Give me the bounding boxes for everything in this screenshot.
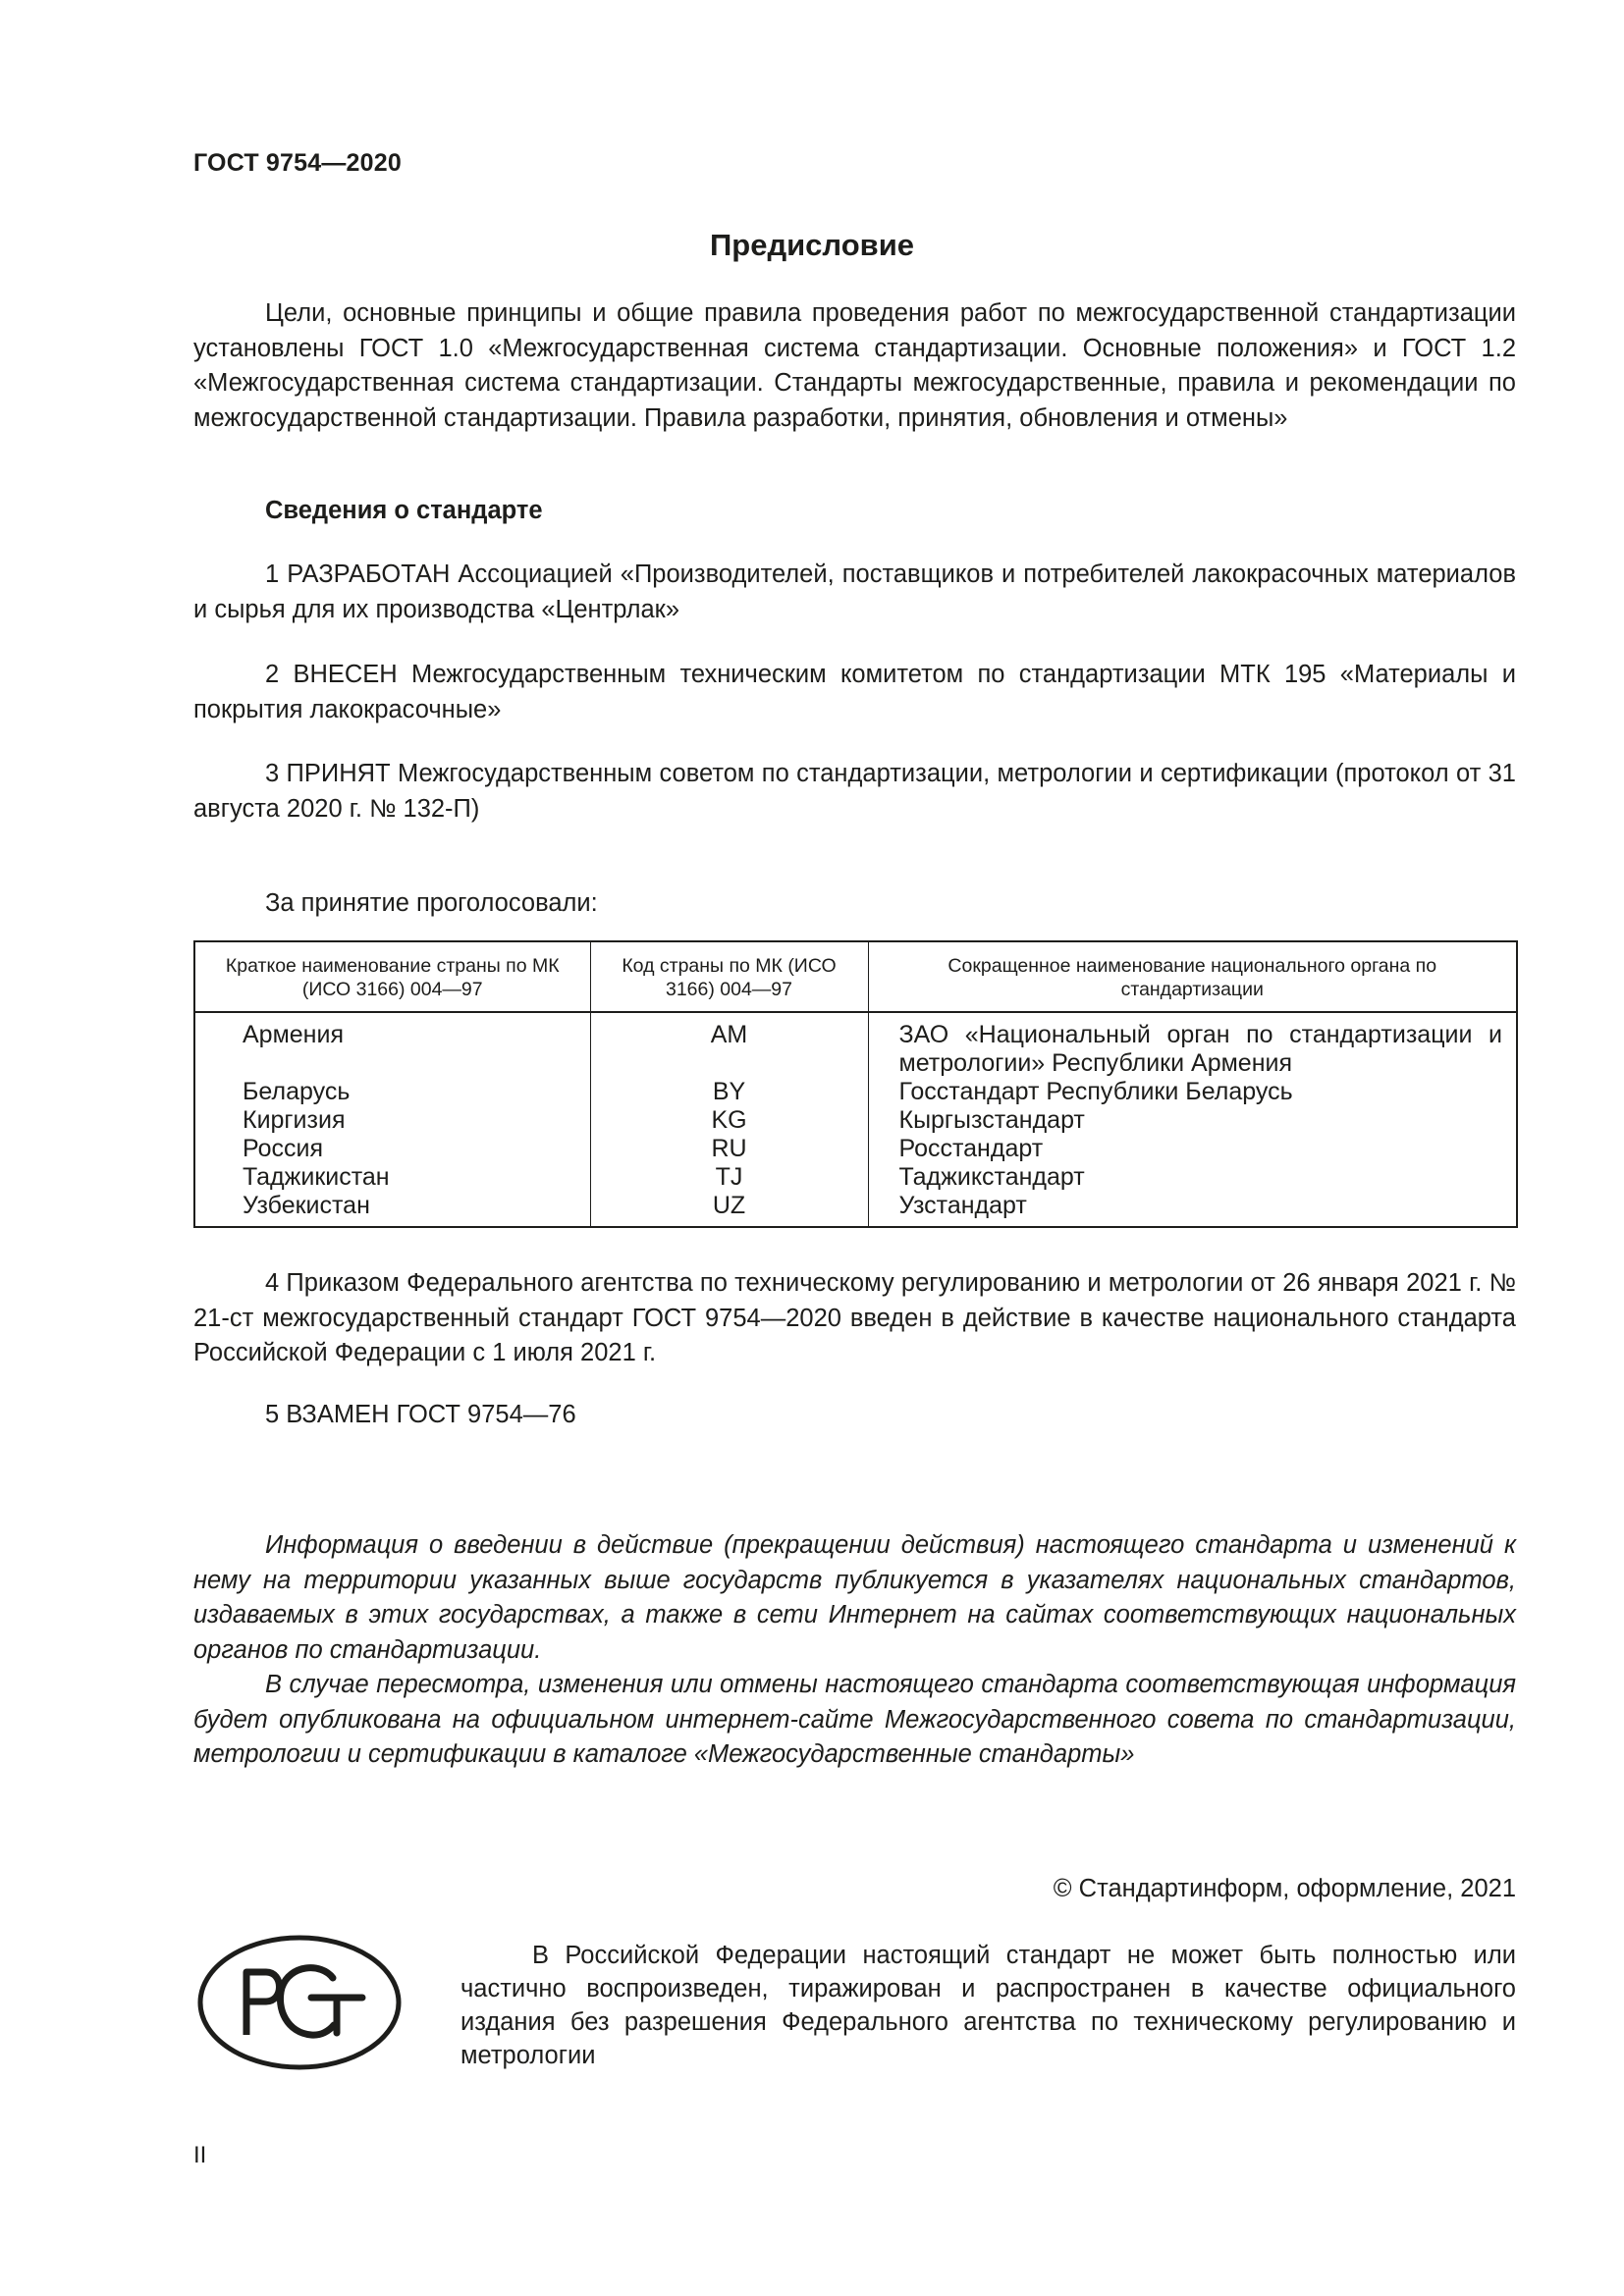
country-cell: Армения [194,1012,590,1078]
item-submitted [193,658,1516,727]
copyright-line: © Стандартинформ, оформление, 2021 [1053,1875,1516,1902]
votes-table-header-row [194,941,1517,1012]
code-cell: RU [590,1135,868,1163]
item-enacted-text: 4 Приказом Федерального агентства по техническому регулированию и метрологии от 26 января 2021 г. № 21-ст межгосударственный стандарт ГОСТ 9754—2020 введен в действие в качестве национального стандарта Российской Федерации с 1 июля 2021 г. [193,1269,1516,1366]
item-submitted-text: 2 ВНЕСЕН Межгосударственным техническим комитетом по стандартизации МТК 195 «Материалы и покрытия лакокрасочные» [193,661,1516,723]
votes-table [193,940,1518,1228]
country-cell: Узбекистан [194,1192,590,1227]
page-title: Предисловие [709,228,914,262]
page-number: II [193,2142,207,2168]
table-row [194,1106,1517,1135]
rights-notice [460,1939,1516,2072]
item-developed [193,558,1516,627]
code-cell: TJ [590,1163,868,1192]
country-cell: Киргизия [194,1106,590,1135]
foreword-text: Цели, основные принципы и общие правила проведения работ по межгосударственной стандартизации установлены ГОСТ 1.0 «Межгосударственная система стандартизации. Основные положения» и ГОСТ 1.2 «Межгосударственная система стандартизации. Стандарты межгосударственные, правила и рекомендации по межгосударственной стандартизации. Правила разработки, принятия, обновления и отмены» [193,299,1516,432]
foreword-paragraph [193,296,1516,436]
rst-logo-svg [195,1933,404,2072]
item-adopted-text: 3 ПРИНЯТ Межгосударственным советом по стандартизации, метрологии и сертификации (протокол от 31 августа 2020 г. № 132-П) [193,760,1516,823]
agency-cell: Узстандарт [898,1192,1027,1219]
item-enacted [193,1266,1516,1371]
agency-cell: Кыргызстандарт [898,1106,1085,1134]
rights-notice-text: В Российской Федерации настоящий стандарт не может быть полностью или частично воспроизведен, тиражирован и распространен в качестве официального издания без разрешения Федерального агентства по техническому регулированию и метрологии [460,1942,1516,2069]
item-developed-text: 1 РАЗРАБОТАН Ассоциацией «Производителей, поставщиков и потребителей лакокрасочных материалов и сырья для их производства «Центрлак» [193,561,1516,623]
table-row [194,1163,1517,1192]
agency-cell: Госстандарт Республики Беларусь [898,1078,1293,1105]
item-replaces [193,1398,1516,1433]
vote-intro: За принятие проголосовали: [265,889,598,917]
country-cell: Россия [194,1135,590,1163]
revision-info-paragraph: В случае пересмотра, изменения или отмены настоящего стандарта соответствующая информация будет опубликована на официальном интернет-сайте Межгосударственного совета по стандартизации, метрологии и сертификации в каталоге «Межгосударственные стандарты» [193,1671,1516,1768]
code-cell: KG [590,1106,868,1135]
table-row [194,1135,1517,1163]
agency-cell: Таджикстандарт [898,1163,1085,1191]
header-agency: Сокращенное наименование национального органа по стандартизации [868,941,1517,1012]
header-code: Код страны по МК (ИСО 3166) 004—97 [590,941,868,1012]
publication-info [193,1528,1516,1773]
country-cell: Таджикистан [194,1163,590,1192]
agency-cell: Росстандарт [898,1135,1044,1162]
document-header: ГОСТ 9754—2020 [193,149,402,177]
table-row [194,1078,1517,1106]
country-cell: Беларусь [194,1078,590,1106]
agency-cell: ЗАО «Национальный орган по стандартизации и метрологии» Республики Армения [898,1021,1502,1077]
table-row [194,1012,1517,1078]
code-cell: UZ [590,1192,868,1227]
item-adopted [193,757,1516,827]
info-heading: Сведения о стандарте [265,497,543,524]
header-country: Краткое наименование страны по МК (ИСО 3166) 004—97 [194,941,590,1012]
code-cell: AM [590,1012,868,1078]
table-row [194,1192,1517,1227]
rst-logo-icon [195,1933,404,2077]
code-cell: BY [590,1078,868,1106]
item-replaces-text: 5 ВЗАМЕН ГОСТ 9754—76 [265,1401,576,1428]
publication-info-paragraph: Информация о введении в действие (прекращении действия) настоящего стандарта и изменений к нему на территории указанных выше государств публикуется в указателях национальных стандартов, издаваемых в этих государствах, а также в сети Интернет на сайтах соответствующих национальных органов по стандартизации. [193,1531,1516,1664]
